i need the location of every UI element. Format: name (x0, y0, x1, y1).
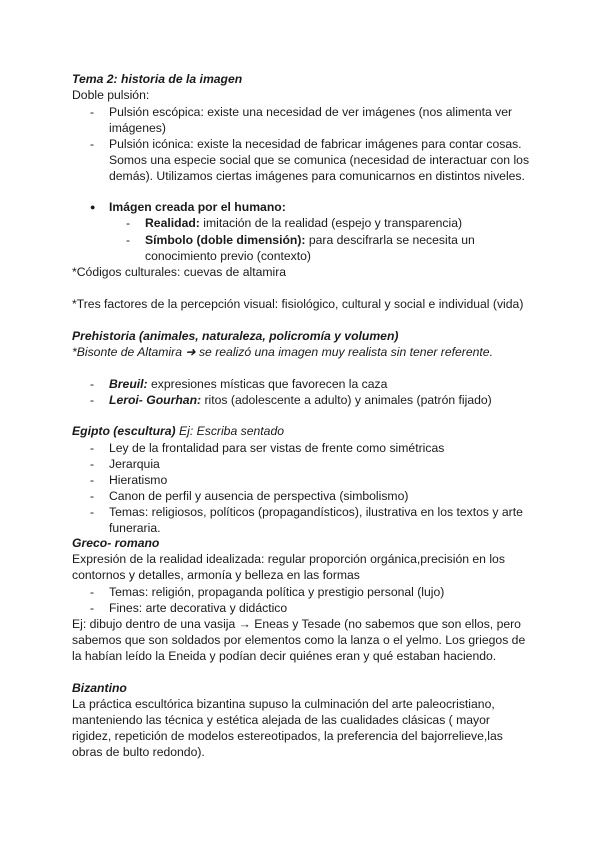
greco-ej-line-3: la habían leído la Eneida y podían decir quiénes eran y qué estaban haciendo. (72, 649, 497, 663)
dash-marker: - (126, 233, 131, 247)
bizantino-line-4: obras de bulto redondo). (72, 745, 205, 759)
dash-marker: - (90, 585, 95, 599)
dash-marker: - (90, 473, 95, 487)
pulsion-escopica-line-2: imágenes) (109, 121, 166, 135)
breuil-item (109, 376, 387, 392)
breuil-text: expresiones místicas que favorecen la caza (147, 377, 388, 391)
leroi-item (109, 392, 492, 408)
greco-item: Fines: arte decorativa y didáctico (109, 601, 288, 615)
breuil-label: Breuil: (109, 377, 148, 391)
simbolo-text-2: conocimiento previo (contexto) (145, 249, 311, 263)
dash-marker: - (90, 457, 95, 471)
egipto-temas-line-2: funeraria. (109, 521, 161, 535)
greco-item: Temas: religión, propaganda política y prestigio personal (lujo) (109, 585, 445, 599)
dash-marker: - (126, 216, 131, 230)
greco-text-line-1: Expresión de la realidad idealizada: regular proporción orgánica,precisión en los (72, 552, 505, 566)
dash-marker: - (90, 441, 95, 455)
greco-title: Greco- romano (72, 536, 160, 550)
doble-pulsion: Doble pulsión: (72, 88, 150, 102)
egipto-item: Ley de la frontalidad para ser vistas de frente como simétricas (109, 441, 445, 455)
pulsion-iconica-line-1: Pulsión icónica: existe la necesidad de fabricar imágenes para contar cosas. (109, 137, 522, 151)
imagen-title: Imágen creada por el humano: (109, 200, 286, 214)
simbolo-text: para descifrarla se necesita un (305, 233, 475, 247)
egipto-example: Ej: Escriba sentado (175, 424, 284, 438)
realidad-item (145, 215, 462, 231)
simbolo-item (145, 232, 475, 248)
simbolo-label: Símbolo (doble dimensión): (145, 233, 306, 247)
dash-marker: - (90, 137, 95, 151)
leroi-text: ritos (adolescente a adulto) y animales (patrón fijado) (201, 393, 492, 407)
dash-marker: - (90, 105, 95, 119)
dash-marker: - (90, 393, 95, 407)
greco-text-line-2: contornos y detalles, armonía y belleza en las formas (72, 568, 360, 582)
realidad-label: Realidad: (145, 216, 200, 230)
pulsion-escopica-line-1: Pulsión escópica: existe una necesidad de ver imágenes (nos alimenta ver (109, 105, 513, 119)
tema-title: Tema 2: historia de la imagen (72, 72, 243, 86)
dash-marker: - (90, 489, 95, 503)
egipto-item: Hieratismo (109, 473, 168, 487)
dash-marker: - (90, 505, 95, 519)
leroi-label: Leroi- Gourhan: (109, 393, 202, 407)
dash-marker: - (90, 601, 95, 615)
pulsion-iconica-line-2: Somos una especie social que se comunica (necesidad de interactuar con los (109, 153, 530, 167)
egipto-item: Jerarquia (109, 457, 160, 471)
bizantino-title: Bizantino (72, 681, 127, 695)
pulsion-iconica-line-3: demás). Utilizamos ciertas imágenes para comunicarnos en distintos niveles. (109, 169, 525, 183)
egipto-temas-line-1: Temas: religiosos, políticos (propagandísticos), ilustrativa en los textos y arte (109, 505, 523, 519)
realidad-text: imitación de la realidad (espejo y transparencia) (199, 216, 463, 230)
codigos-culturales: *Códigos culturales: cuevas de altamira (72, 265, 287, 279)
bisonte-note: *Bisonte de Altamira ➜ se realizó una imagen muy realista sin tener referente. (72, 345, 493, 359)
dash-marker: - (90, 377, 95, 391)
bizantino-line-2: manteniendo las técnica y estética alejada de las cualidades clásicas ( mayor (72, 713, 490, 727)
bullet-icon: ● (90, 202, 96, 212)
egipto-item: Canon de perfil y ausencia de perspectiva (simbolismo) (109, 489, 409, 503)
prehistoria-title: Prehistoria (animales, naturaleza, policromía y volumen) (72, 329, 399, 343)
bizantino-line-1: La práctica escultórica bizantina supuso la culminación del arte paleocristiano, (72, 697, 495, 711)
egipto-title: Egipto (escultura) (72, 424, 176, 438)
tres-factores: *Tres factores de la percepción visual: fisiológico, cultural y social e individual (vida) (72, 297, 524, 311)
egipto-heading (72, 423, 284, 439)
greco-ej-line-2: sabemos que son soldados por elementos como la lanza o el yelmo. Los griegos de (72, 633, 526, 647)
bizantino-line-3: rigidez, repetición de modelos estereotipados, la preferencia del bajorrelieve,las (72, 729, 503, 743)
greco-ej-line-1: Ej: dibujo dentro de una vasija → Eneas y Tesade (no sabemos que son ellos, pero (72, 617, 521, 631)
